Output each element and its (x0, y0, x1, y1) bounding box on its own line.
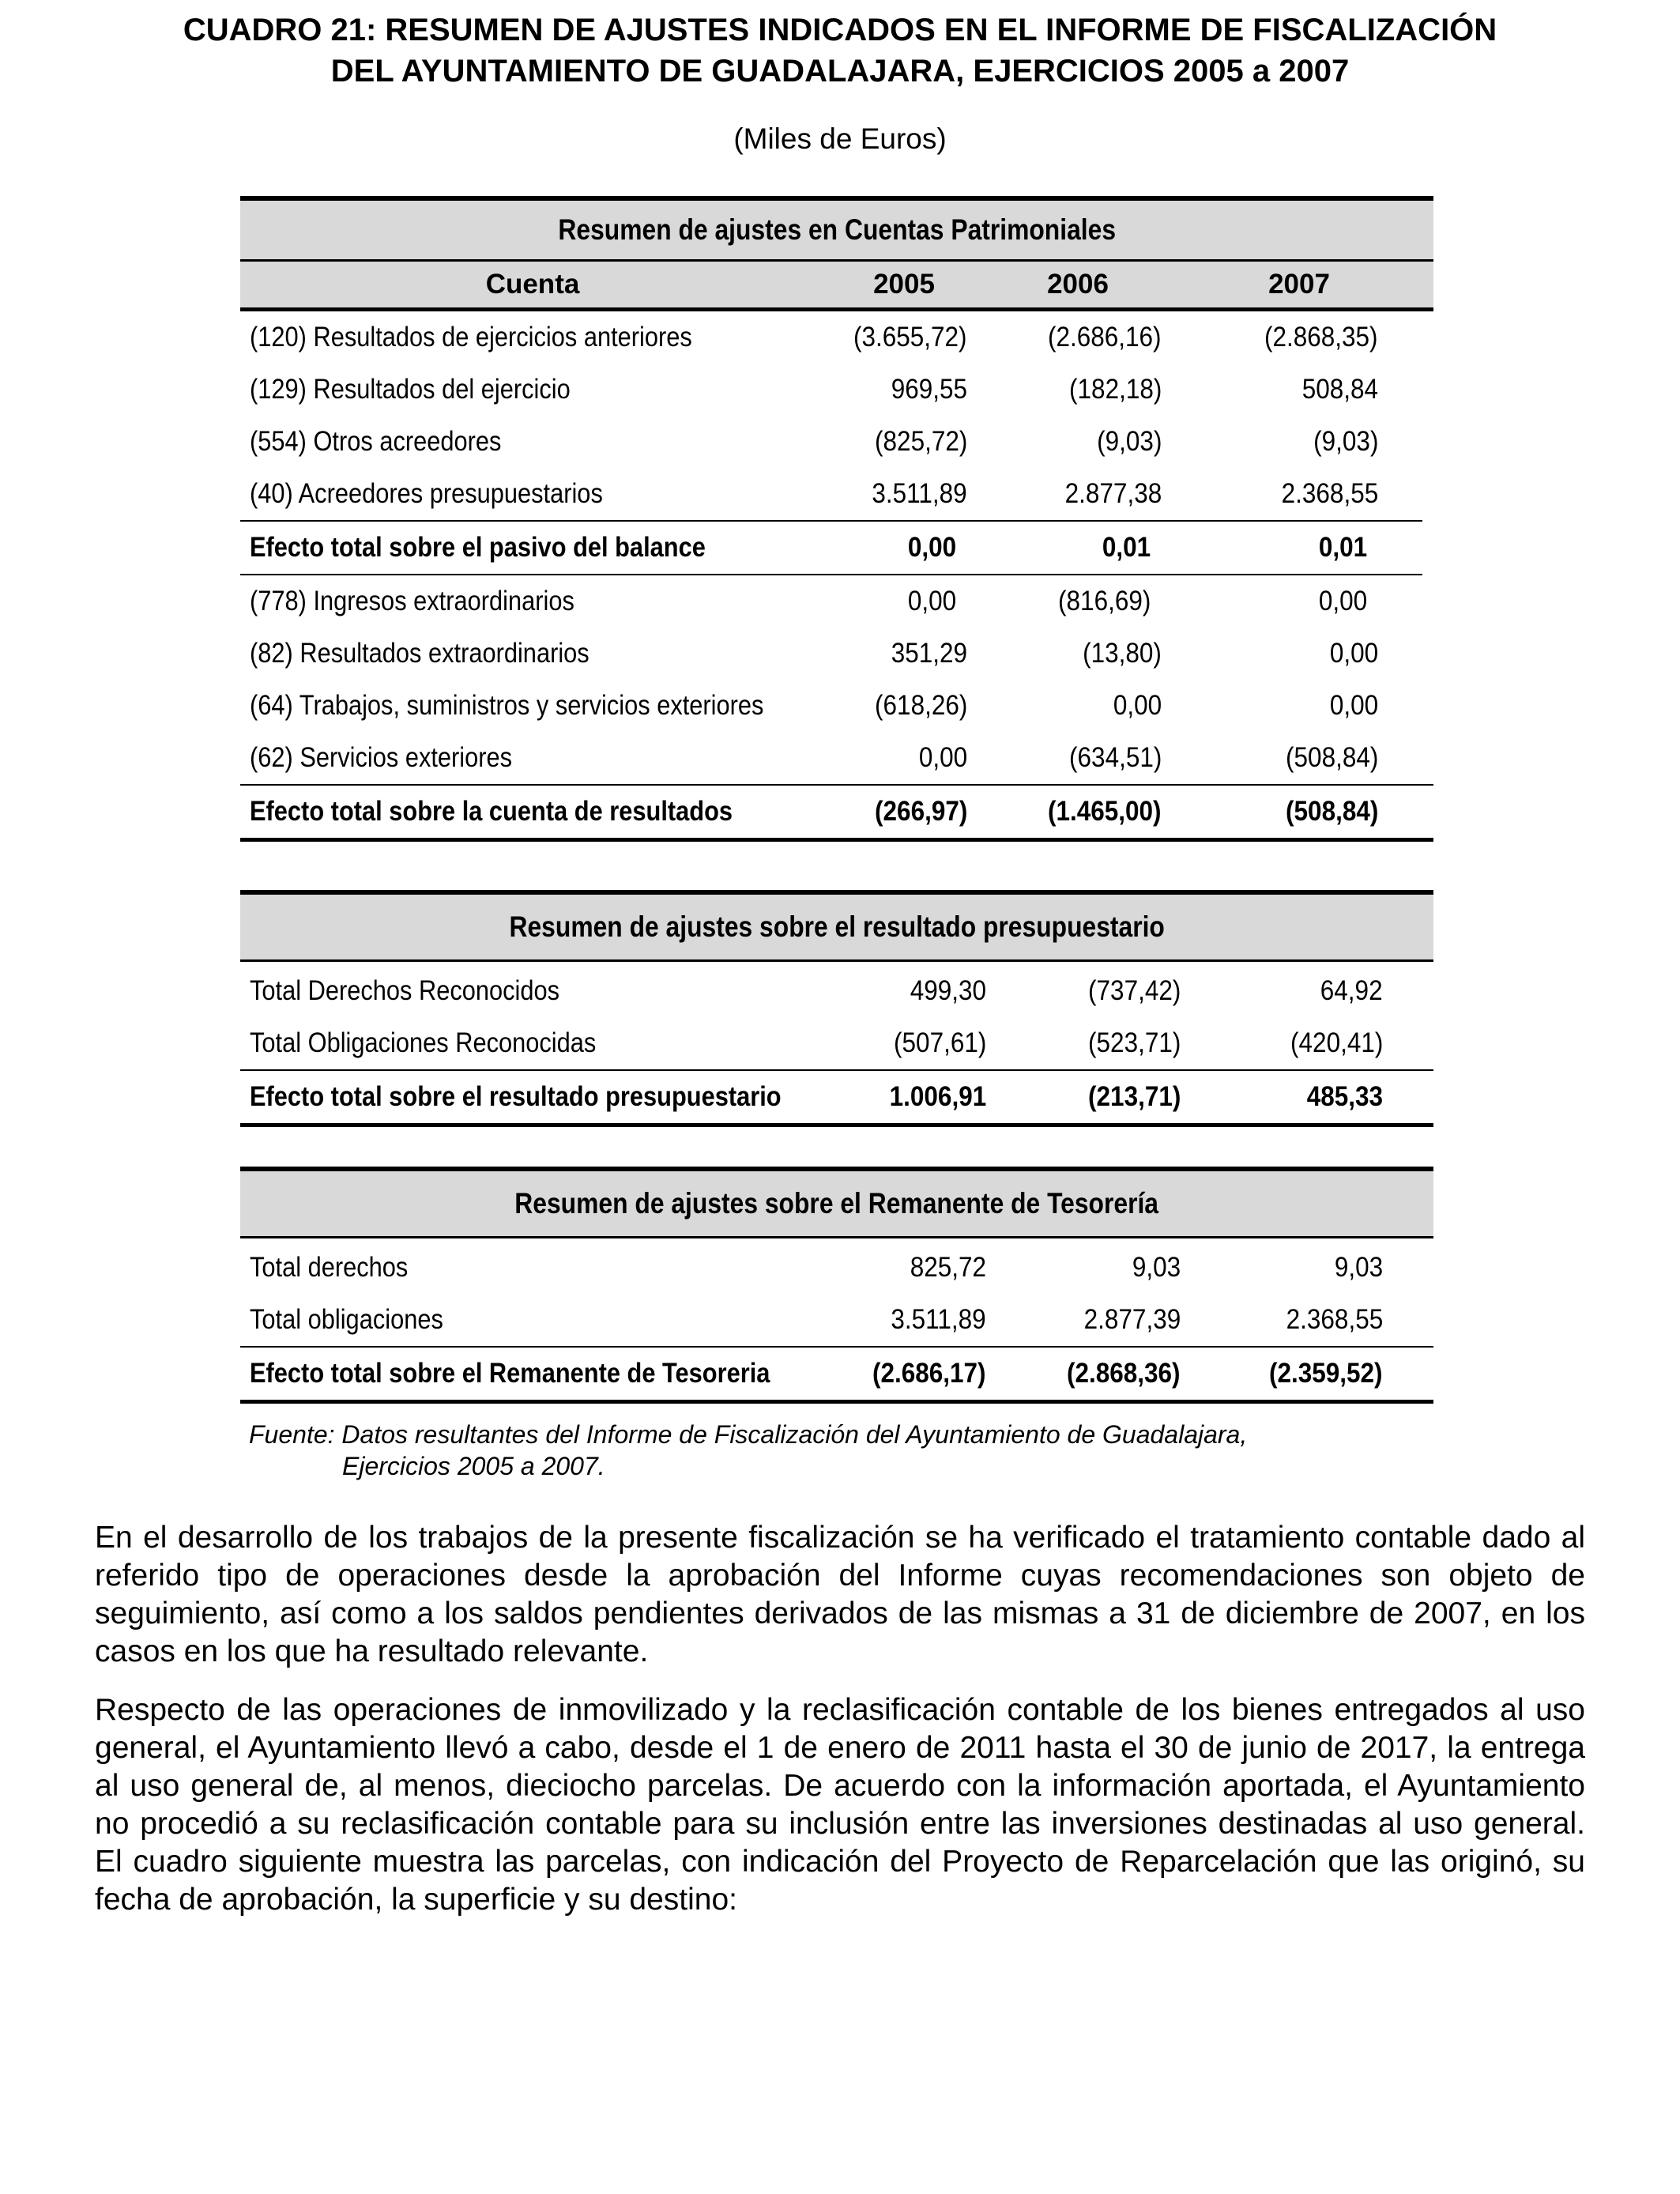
table-resultado-presupuestario (240, 890, 1433, 1127)
cell-value: (634,51) (1068, 742, 1162, 773)
cell-value: 2.368,55 (1281, 478, 1378, 509)
table-row (240, 468, 1433, 520)
table-cuentas-patrimoniales (240, 196, 1433, 842)
cell-value: 64,92 (1320, 975, 1383, 1006)
cell-value: (508,84) (1285, 796, 1378, 827)
cell-value: (266,97) (874, 796, 967, 827)
cell-value: (507,61) (893, 1027, 986, 1058)
table2-header: Resumen de ajustes sobre el resultado presupuestario (240, 890, 1433, 962)
row-label: (554) Otros acreedores (250, 426, 502, 457)
table-row (240, 680, 1433, 732)
cell-value: (13,80) (1083, 638, 1162, 669)
cell-value: (420,41) (1290, 1027, 1383, 1058)
cell-value: 825,72 (910, 1252, 986, 1283)
row-label: (40) Acreedores presupuestarios (250, 478, 603, 509)
row-label: Efecto total sobre la cuenta de resultados (250, 796, 733, 827)
row-label: (129) Resultados del ejercicio (250, 374, 571, 405)
table1-body (240, 311, 1433, 842)
table-row (240, 628, 1433, 680)
table-row (240, 784, 1433, 842)
cell-value: 1.006,91 (889, 1081, 986, 1112)
row-label: (64) Trabajos, suministros y servicios exteriores (250, 690, 764, 721)
table-row (240, 965, 1433, 1017)
cell-value: 0,00 (907, 532, 956, 563)
row-label: Total Obligaciones Reconocidas (250, 1027, 597, 1058)
column-header-2005: 2005 (873, 269, 935, 300)
table-row (240, 1069, 1433, 1127)
table-row (240, 1242, 1433, 1294)
cell-value: 9,03 (1132, 1252, 1181, 1283)
table3-header: Resumen de ajustes sobre el Remanente de Tesorería (240, 1167, 1433, 1238)
cell-value: (3.655,72) (853, 322, 967, 352)
cell-value: (508,84) (1285, 742, 1378, 773)
row-label: Total derechos (250, 1252, 409, 1283)
row-label: Total Derechos Reconocidos (250, 975, 560, 1006)
source-line-1: Fuente: Datos resultantes del Informe de Fiscalización del Ayuntamiento de Guadalajara, (249, 1420, 1248, 1449)
cell-value: 2.368,55 (1286, 1304, 1383, 1335)
cell-value: (816,69) (1057, 586, 1151, 616)
cell-value: (1.465,00) (1048, 796, 1162, 827)
table1-column-headers (240, 262, 1433, 311)
row-label: Efecto total sobre el Remanente de Tesoreria (250, 1358, 770, 1389)
cell-value: (2.868,35) (1264, 322, 1378, 352)
cell-value: (9,03) (1313, 426, 1378, 457)
cell-value: 0,00 (1113, 690, 1162, 721)
table3-body (240, 1238, 1433, 1404)
table-title-line-2: DEL AYUNTAMIENTO DE GUADALAJARA, EJERCICIOS 2005 a 2007 (330, 54, 1350, 89)
table-row (240, 1017, 1433, 1069)
cell-value: 3.511,89 (872, 478, 967, 509)
cell-value: 351,29 (891, 638, 967, 669)
column-header-2006: 2006 (1047, 269, 1109, 300)
table-row (240, 1346, 1433, 1404)
cell-value: 0,00 (1329, 638, 1378, 669)
cell-value: (182,18) (1068, 374, 1162, 405)
cell-value: (2.686,17) (872, 1358, 986, 1389)
cell-value: 9,03 (1334, 1252, 1383, 1283)
table-row (240, 574, 1422, 628)
row-label: Efecto total sobre el resultado presupuestario (250, 1081, 782, 1112)
table-title-line-1: CUADRO 21: RESUMEN DE AJUSTES INDICADOS EN EL INFORME DE FISCALIZACIÓN (183, 13, 1497, 47)
table-row (240, 1294, 1433, 1346)
row-label: Total obligaciones (250, 1304, 443, 1335)
column-header-cuenta: Cuenta (485, 269, 580, 300)
row-label: Efecto total sobre el pasivo del balance (250, 532, 706, 563)
cell-value: 508,84 (1301, 374, 1378, 405)
table-remanente-tesoreria (240, 1167, 1433, 1404)
table2-body (240, 962, 1433, 1127)
cell-value: (2.868,36) (1067, 1358, 1181, 1389)
table1-header: Resumen de ajustes en Cuentas Patrimoniales (240, 196, 1433, 262)
cell-value: 0,01 (1102, 532, 1151, 563)
cell-value: (825,72) (874, 426, 967, 457)
row-label: (778) Ingresos extraordinarios (250, 586, 574, 616)
source-line-2: Ejercicios 2005 a 2007. (342, 1452, 605, 1480)
row-label: (82) Resultados extraordinarios (250, 638, 590, 669)
row-label: (120) Resultados de ejercicios anteriores (250, 322, 692, 352)
cell-value: 0,00 (907, 586, 956, 616)
cell-value: 2.877,38 (1064, 478, 1162, 509)
cell-value: 0,00 (1329, 690, 1378, 721)
row-label: (62) Servicios exteriores (250, 742, 513, 773)
table-row (240, 520, 1422, 574)
table-row (240, 732, 1433, 784)
paragraph-1: En el desarrollo de los trabajos de la presente fiscalización se ha verificado el tratamiento contable dado al referido tipo de operaciones desde la aprobación del Informe cuyas recomendaciones son objeto de seguimiento, así como a los saldos pendientes derivados de las mismas a 31 de diciembre de 2007, en los casos en los que ha resultado relevante. (95, 1521, 1585, 1668)
cell-value: (737,42) (1087, 975, 1181, 1006)
table-row (240, 364, 1433, 416)
cell-value: (2.359,52) (1269, 1358, 1383, 1389)
cell-value: 0,00 (918, 742, 967, 773)
table-row (240, 311, 1433, 364)
cell-value: 969,55 (891, 374, 967, 405)
cell-value: 485,33 (1306, 1081, 1383, 1112)
cell-value: (523,71) (1087, 1027, 1181, 1058)
source-note (249, 1419, 1247, 1482)
cell-value: 3.511,89 (891, 1304, 986, 1335)
cell-value: 0,01 (1318, 532, 1367, 563)
cell-value: (2.686,16) (1048, 322, 1162, 352)
cell-value: (9,03) (1096, 426, 1162, 457)
cell-value: 0,00 (1318, 586, 1367, 616)
cell-value: (213,71) (1087, 1081, 1181, 1112)
table-row (240, 416, 1433, 468)
cell-value: 499,30 (910, 975, 986, 1006)
cell-value: (618,26) (874, 690, 967, 721)
paragraph-2: Respecto de las operaciones de inmovilizado y la reclasificación contable de los bienes entregados al uso general, el Ayuntamiento llevó a cabo, desde el 1 de enero de 2011 hasta el 30 de junio de 2017, la entrega al uso general de, al menos, dieciocho parcelas. De acuerdo con la información aportada, el Ayuntamiento no procedió a su reclasificación contable para su inclusión entre las inversiones destinadas al uso general. El cuadro siguiente muestra las parcelas, con indicación del Proyecto de Reparcelación que las originó, su fecha de aprobación, la superficie y su destino: (95, 1693, 1585, 1917)
cell-value: 2.877,39 (1083, 1304, 1181, 1335)
column-header-2007: 2007 (1268, 269, 1330, 300)
table-title (95, 9, 1585, 92)
units-note: (Miles de Euros) (733, 123, 947, 155)
